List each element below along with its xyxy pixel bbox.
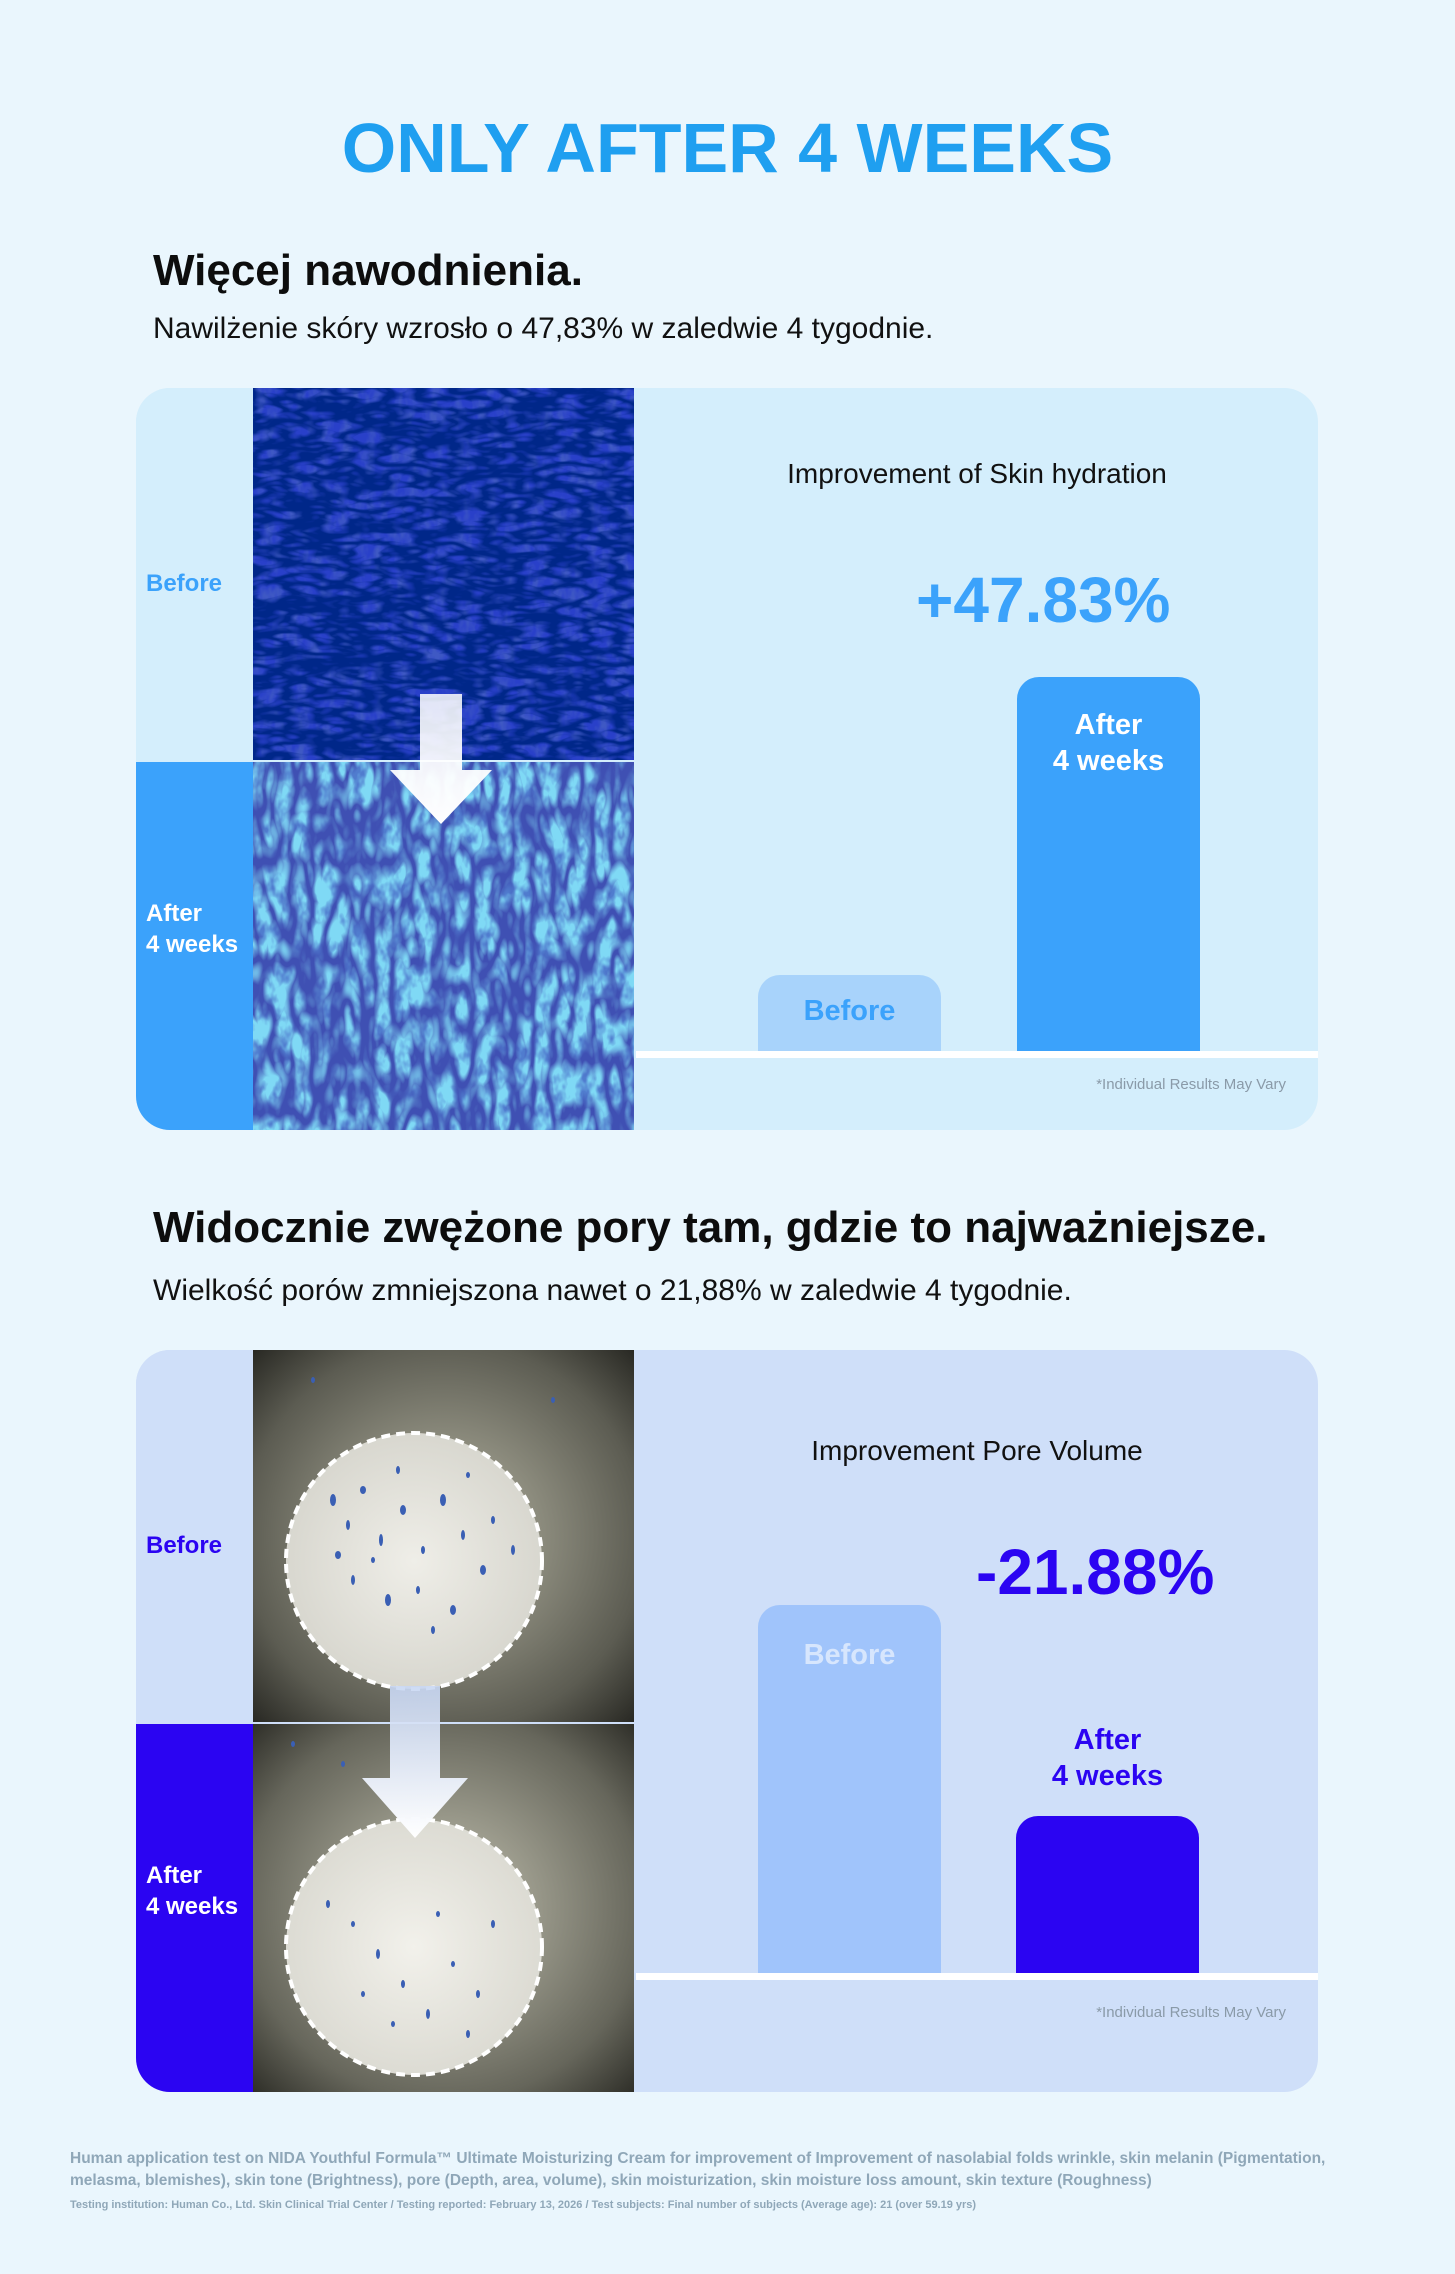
pore-card — [136, 1350, 1318, 2092]
bar-after-line1: After — [1073, 1724, 1142, 1756]
disclaimer: *Individual Results May Vary — [1096, 2004, 1286, 2021]
bar-after-label — [1016, 1722, 1199, 1794]
disclaimer: *Individual Results May Vary — [1096, 1076, 1286, 1093]
footnote-test-institution: Testing institution: Human Co., Ltd. Skin Clinical Trial Center / Testing reported: February 13, 2026 / Test subjects: Final number of subjects (Average age): 21 (over 59.19 yrs) — [70, 2199, 977, 2211]
bar-after-line1: After — [1074, 709, 1143, 741]
side-before-panel — [136, 388, 253, 762]
down-arrow-icon — [386, 694, 496, 829]
bar-after — [1016, 1816, 1199, 1973]
side-before-panel — [136, 1350, 253, 1724]
pore-chart — [636, 1350, 1318, 2092]
section2-title: Widocznie zwężone pory tam, gdzie to najważniejsze. — [153, 1203, 1268, 1252]
chart-baseline — [636, 1051, 1318, 1058]
bar-before — [758, 975, 941, 1051]
bar-before — [758, 1605, 941, 1973]
side-before-label: Before — [146, 570, 223, 597]
bar-before-label: Before — [803, 1639, 896, 1671]
hydration-card — [136, 388, 1318, 1130]
bar-after — [1017, 677, 1200, 1051]
side-after-line2: 4 weeks — [146, 1893, 239, 1920]
pore-before-image — [253, 1350, 634, 1722]
side-after-line1: After — [146, 1862, 203, 1889]
improvement-value: -21.88% — [976, 1536, 1215, 1608]
section2-subtitle: Wielkość porów zmniejszona nawet o 21,88% w zaledwie 4 tygodnie. — [153, 1274, 1072, 1307]
footnote-test-description: Human application test on NIDA Youthful Formula™ Ultimate Moisturizing Cream for improvement of Improvement of nasolabial folds wrinkle, skin melanin (Pigmentation, melasma, blemishes), skin tone (Brightness), pore (Depth, area, volume), skin moisturization, skin moisture loss amount, skin texture (Roughness) — [70, 2150, 1326, 2189]
down-arrow-icon — [360, 1686, 470, 1843]
chart-title: Improvement Pore Volume — [811, 1435, 1143, 1466]
hydration-chart — [636, 388, 1318, 1130]
side-after-label — [146, 898, 238, 960]
side-before-label: Before — [146, 1532, 223, 1559]
side-after-line1: After — [146, 900, 203, 927]
chart-title: Improvement of Skin hydration — [787, 458, 1167, 489]
chart-baseline — [636, 1973, 1318, 1980]
side-after-label — [146, 1860, 238, 1922]
side-after-panel — [136, 1724, 253, 2092]
bar-after-label — [1017, 707, 1200, 779]
improvement-value: +47.83% — [916, 564, 1171, 636]
headline: ONLY AFTER 4 WEEKS — [341, 109, 1114, 187]
bar-after-line2: 4 weeks — [1052, 745, 1165, 777]
section1-title: Więcej nawodnienia. — [153, 246, 583, 295]
section1-subtitle: Nawilżenie skóry wzrosło o 47,83% w zaledwie 4 tygodnie. — [153, 312, 934, 345]
side-after-line2: 4 weeks — [146, 931, 239, 958]
side-after-panel — [136, 762, 253, 1130]
bar-after-line2: 4 weeks — [1051, 1760, 1164, 1792]
bar-before-label: Before — [803, 995, 896, 1027]
